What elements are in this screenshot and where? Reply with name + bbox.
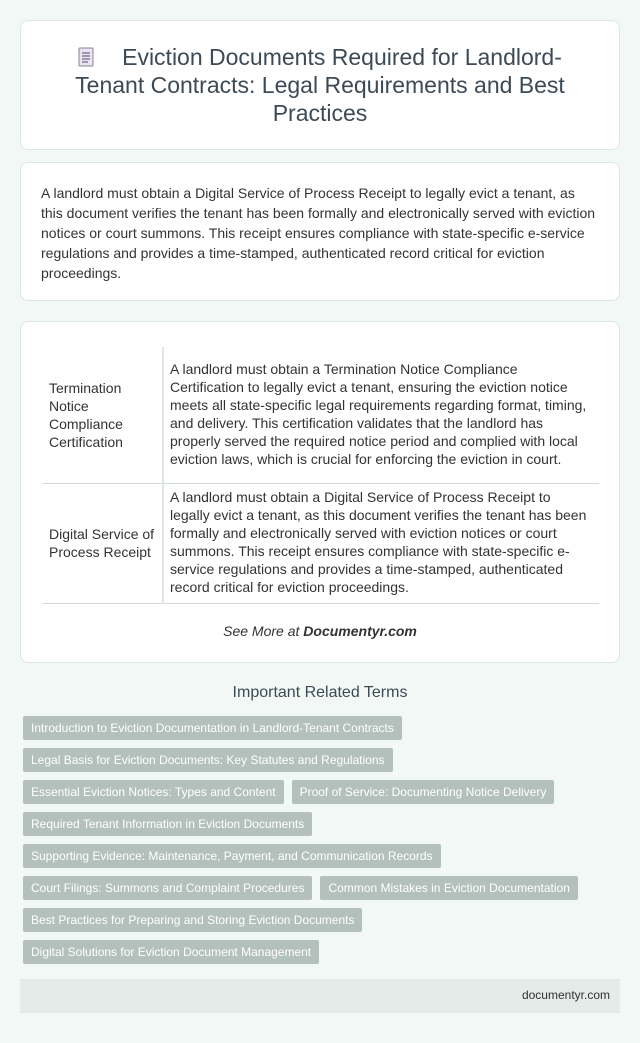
related-term-tag[interactable]: Court Filings: Summons and Complaint Procedures (23, 876, 312, 900)
intro-paragraph: A landlord must obtain a Digital Service of Process Receipt to legally evict a tenant, as this document verifies the tenant has been formally and electronically served with eviction notices or court summons. This receipt ensures compliance with state-specific e-service regulations and provides a time-stamped, authenticated record critical for eviction proceedings. (41, 185, 596, 281)
intro-card (20, 162, 620, 301)
see-more-prefix: See More at (223, 623, 304, 639)
title-card (20, 20, 620, 150)
description-cell: A landlord must obtain a Digital Service of Process Receipt to legally evict a tenant, as this document verifies the tenant has been formally and electronically served with eviction notices or court summons. This receipt ensures compliance with state-specific e-service regulations and provides a time-stamped, authenticated record critical for eviction proceedings. (163, 483, 599, 603)
table-row (43, 347, 599, 483)
table-row (43, 483, 599, 603)
footer (20, 979, 620, 1013)
page-title-text: Eviction Documents Required for Landlord-Tenant Contracts: Legal Requirements and Best Practices (75, 44, 565, 126)
related-term-tag[interactable]: Essential Eviction Notices: Types and Content (23, 780, 284, 804)
related-term-tag[interactable]: Digital Solutions for Eviction Document Management (23, 940, 319, 964)
related-term-tag[interactable]: Best Practices for Preparing and Storing Eviction Documents (23, 908, 362, 932)
related-term-tag[interactable]: Common Mistakes in Eviction Documentation (320, 876, 577, 900)
term-cell: Digital Service of Process Receipt (43, 483, 163, 603)
definitions-card (20, 321, 620, 663)
related-term-tag[interactable]: Proof of Service: Documenting Notice Delivery (292, 780, 555, 804)
document-icon (78, 47, 94, 67)
related-terms-heading: Important Related Terms (232, 684, 408, 701)
page-title (61, 43, 579, 127)
related-term-tag[interactable]: Legal Basis for Eviction Documents: Key Statutes and Regulations (23, 748, 393, 772)
see-more-link[interactable] (21, 623, 619, 639)
see-more-site: Documentyr.com (303, 623, 417, 639)
term-cell: Termination Notice Compliance Certification (43, 347, 163, 483)
footer-site-link[interactable]: documentyr.com (521, 988, 610, 1002)
related-term-tag[interactable]: Supporting Evidence: Maintenance, Payment, and Communication Records (23, 844, 441, 868)
definitions-table (43, 347, 599, 604)
description-cell: A landlord must obtain a Termination Notice Compliance Certification to legally evict a tenant, ensuring the eviction notice meets all state-specific legal requirements regarding format, timing, and delivery. This certification validates that the landlord has properly served the required notice period and complied with local eviction laws, which is crucial for enforcing the eviction in court. (163, 347, 599, 483)
related-term-tag[interactable]: Introduction to Eviction Documentation in Landlord-Tenant Contracts (23, 716, 402, 740)
related-term-tag[interactable]: Required Tenant Information in Eviction Documents (23, 812, 312, 836)
related-terms-list (23, 716, 623, 972)
